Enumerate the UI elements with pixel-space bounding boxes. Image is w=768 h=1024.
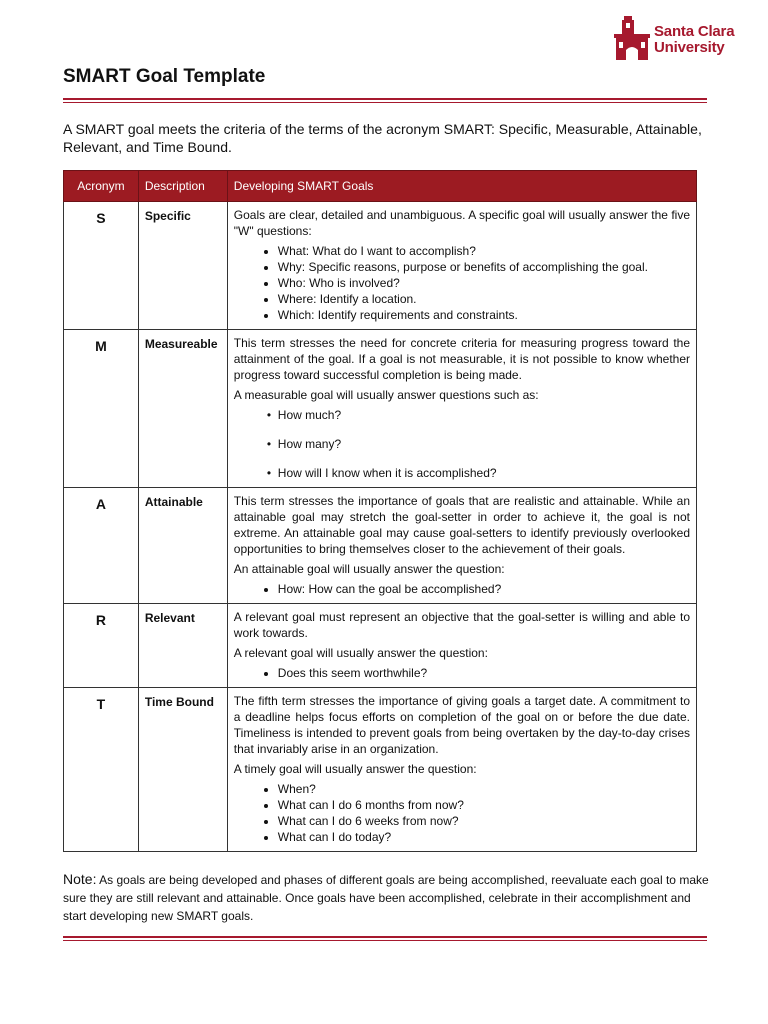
smart-goals-table [63,170,697,852]
cell-paragraph: This term stresses the importance of goals that are realistic and attainable. While an attainable goal may stretch the goal-setter in order to achieve it, the goal is not extreme. An attainable goal may cause goal-setters to identify previously overlooked opportunities to bring themselves closer to the achievement of their goals. [233,494,690,556]
header-developing: Developing SMART Goals [227,171,696,202]
list-item: • Where: Identify a location. [278,291,690,307]
list-item: • What: What do I want to accomplish? [278,243,690,259]
developing-cell [227,488,696,604]
table-row-relevant [64,604,697,688]
list-item: • When? [278,781,690,797]
bullet-list [234,243,690,323]
list-item: • Which: Identify requirements and constraints. [278,307,690,323]
header-divider-thin [63,102,707,103]
list-item: • What can I do 6 weeks from now? [278,813,690,829]
description-cell: Specific [138,202,227,330]
cell-paragraph: Goals are clear, detailed and unambiguous. A specific goal will usually answer the five "W" questions: [233,208,690,238]
table-row-measureable [64,330,697,488]
table-row-attainable [64,488,697,604]
developing-cell [227,202,696,330]
description-cell: Time Bound [138,688,227,852]
bullet-list [234,665,690,681]
cell-paragraph: This term stresses the need for concrete criteria for measuring progress toward the attainment of the goal. If a goal is not measurable, it is not possible to know whether progress toward successful completion is being made. [233,336,690,382]
list-item: • What can I do 6 months from now? [278,797,690,813]
list-item: • Who: Who is involved? [278,275,690,291]
list-item: • Why: Specific reasons, purpose or benefits of accomplishing the goal. [278,259,690,275]
note-text: As goals are being developed and phases of different goals are being accomplished, reevaluate each goal to make sure they are still relevant and attainable. Once goals have been accomplished, celebrate in their accomplishment and start developing new SMART goals. [63,873,709,923]
bullet-list [234,407,690,481]
list-item: • How: How can the goal be accomplished? [278,581,690,597]
bullet-list [234,781,690,845]
developing-cell [227,330,696,488]
acronym-cell: R [64,604,139,688]
list-item: • How many? [278,436,690,452]
list-item: • Does this seem worthwhile? [278,665,690,681]
description-cell: Relevant [138,604,227,688]
cell-paragraph: The fifth term stresses the importance of giving goals a target date. A commitment to a deadline helps focus efforts on completion of the goal on or before the due date. Timeliness is intended to prevent goals from being overtaken by the day-to-day crises that invariably arise in an organization. [233,694,690,756]
cell-paragraph: An attainable goal will usually answer the question: [233,562,505,576]
logo-line-1: Santa Clara [654,23,735,40]
note-label: Note: [63,871,97,887]
acronym-cell: T [64,688,139,852]
intro-paragraph: A SMART goal meets the criteria of the terms of the acronym SMART: Specific, Measurable, Attainable, Relevant, and Time Bound. [63,121,702,155]
cell-paragraph: A relevant goal will usually answer the question: [233,646,488,660]
table-header-row [64,171,697,202]
table-row-time-bound [64,688,697,852]
developing-cell [227,604,696,688]
acronym-cell: M [64,330,139,488]
list-item: • How much? [278,407,690,423]
university-name [654,24,734,56]
cell-paragraph: A measurable goal will usually answer questions such as: [233,388,539,402]
table-row-specific [64,202,697,330]
university-logo [612,14,742,64]
header-divider [63,98,707,100]
cell-paragraph: A relevant goal must represent an objective that the goal-setter is willing and able to work towards. [233,610,690,640]
acronym-cell: A [64,488,139,604]
bullet-list [234,581,690,597]
list-item: • How will I know when it is accomplished? [278,465,690,481]
note-paragraph [63,870,713,925]
description-cell: Attainable [138,488,227,604]
list-item: • What can I do today? [278,829,690,845]
footer-divider [63,936,707,938]
page-title: SMART Goal Template [63,66,266,87]
description-cell: Measureable [138,330,227,488]
acronym-cell: S [64,202,139,330]
footer-divider-thin [63,940,707,941]
logo-line-2: University [654,39,725,56]
cell-paragraph: A timely goal will usually answer the question: [233,762,477,776]
mission-building-icon [612,14,652,62]
header-description: Description [138,171,227,202]
header-acronym: Acronym [64,171,139,202]
developing-cell [227,688,696,852]
